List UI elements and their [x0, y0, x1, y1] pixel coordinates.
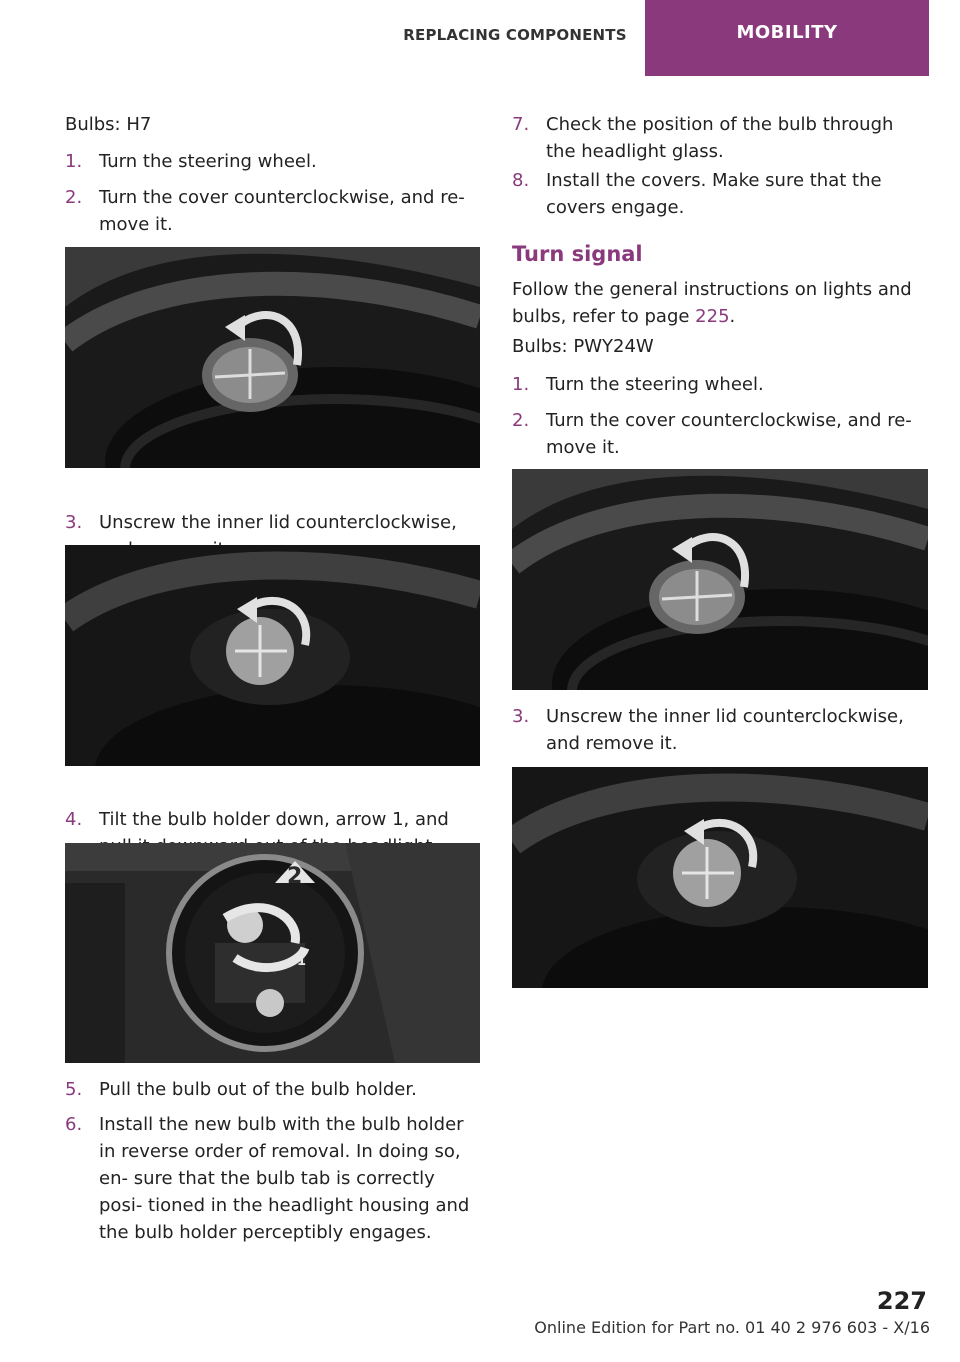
photo-inner-lid	[65, 545, 480, 766]
step-3: 3. Unscrew the inner lid counterclockwise,	[65, 512, 457, 533]
step-7: 7. Check the position of the bulb through the headlight glass.	[512, 114, 894, 162]
step-5: 5. Pull the bulb out of the bulb holder.	[65, 1079, 417, 1100]
photo-wheel-arch-cover	[65, 247, 480, 468]
callout-1: 1	[297, 954, 307, 969]
header-section-label	[395, 0, 635, 72]
turn-step-3: 3. Unscrew the inner lid counterclockwise, and remove it.	[512, 706, 904, 754]
footer-edition: Online Edition for Part no. 01 40 2 976 603 - X/16	[534, 1318, 930, 1337]
step-8: 8. Install the covers. Make sure that the covers engage.	[512, 170, 882, 218]
chapter-name: MOBILITY	[736, 22, 838, 43]
bulbs-label-pwy24w: Bulbs: PWY24W	[512, 336, 654, 357]
step-1: 1. Turn the steering wheel.	[65, 151, 317, 172]
photo-bulb-holder	[65, 843, 480, 1063]
step-4: 4. Tilt the bulb holder down, arrow 1, and	[65, 809, 449, 830]
page-number: 227	[876, 1287, 927, 1315]
page-ref-link[interactable]: 225	[695, 306, 730, 327]
step-6: 6. Install the new bulb with the bulb holder in reverse order of removal. In doing so, en‐ sure that the bulb tab is correctly posi‐ tioned in the headlight housing and the bulb holder perceptibly engages.	[65, 1114, 470, 1243]
photo-turn-signal-inner-lid	[512, 767, 928, 988]
header-chapter-tab[interactable]	[645, 0, 929, 76]
turn-step-1: 1. Turn the steering wheel.	[512, 374, 764, 395]
bulbs-label-h7: Bulbs: H7	[65, 114, 152, 135]
callout-2: 2	[287, 864, 303, 889]
step-2: 2. Turn the cover counterclockwise, and re‐ move it.	[65, 187, 465, 235]
section-title-turn-signal: Turn signal	[512, 242, 643, 266]
turn-signal-intro: Follow the general instructions on lights and bulbs, refer to page 225.	[512, 279, 912, 327]
section-name: REPLACING COMPONENTS	[403, 26, 627, 44]
turn-step-2: 2. Turn the cover counterclockwise, and re‐ move it.	[512, 410, 912, 458]
photo-turn-signal-cover	[512, 469, 928, 690]
